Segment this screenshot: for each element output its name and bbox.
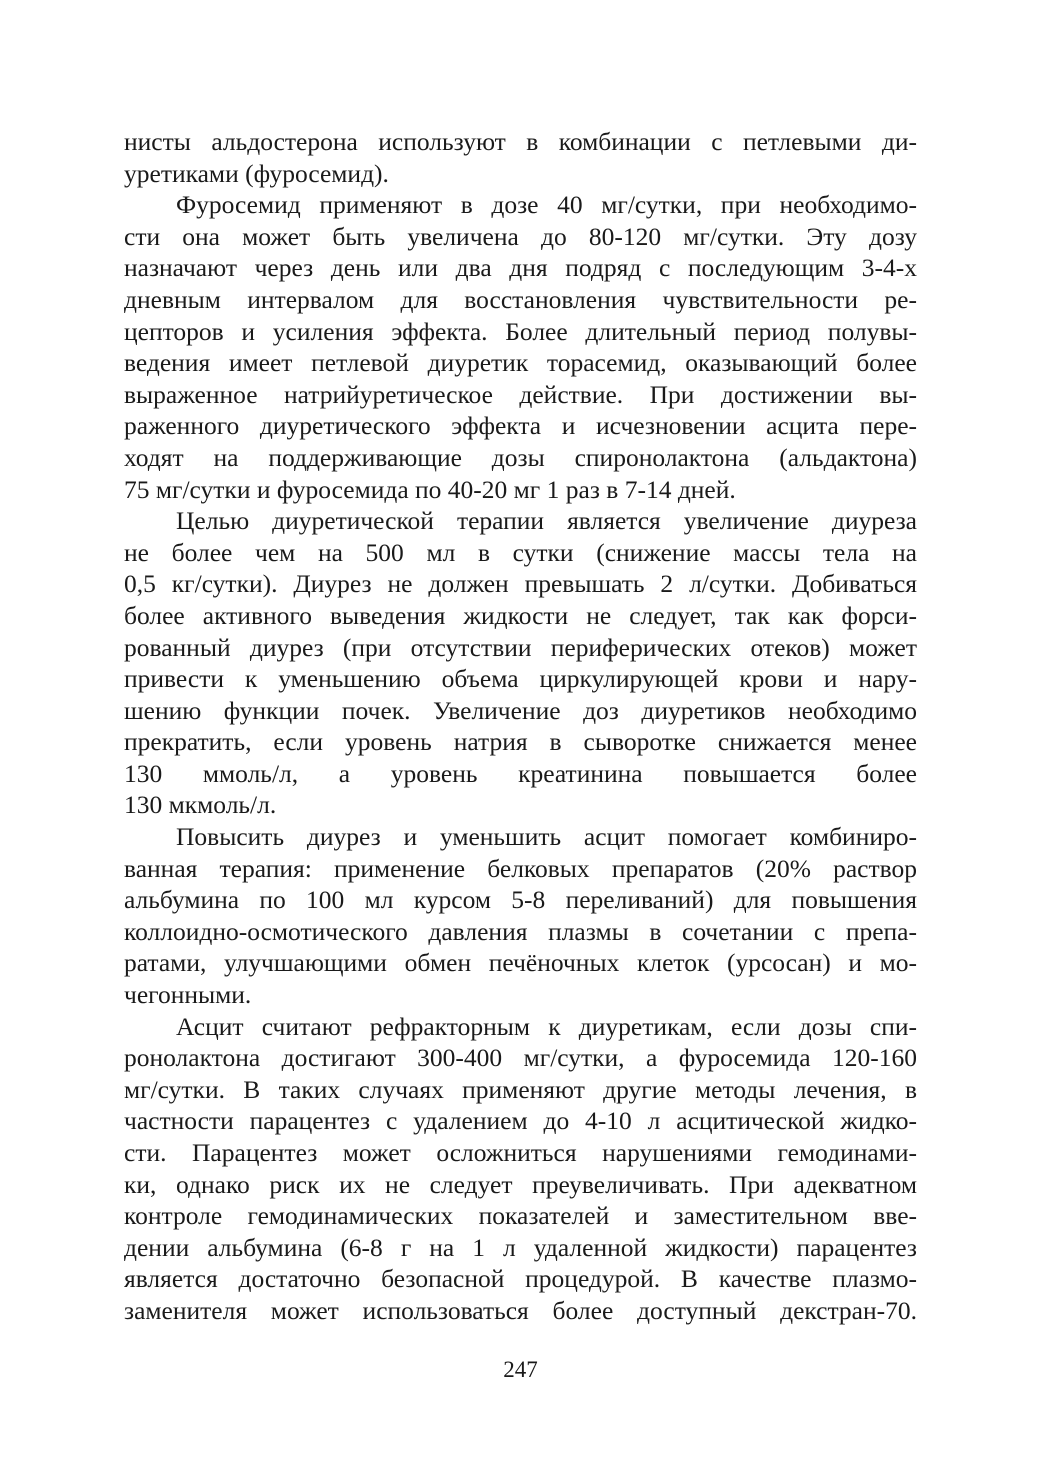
text-line: коллоидно-осмотического давления плазмы в сочетании с препа- [124,916,917,946]
text-line: цепторов и усиления эффекта. Более длительный период полувы- [124,316,917,346]
text-line: является достаточно безопасной процедурой. В качестве плазмо- [124,1264,917,1294]
text-line: раженного диуретического эффекта и исчезновении асцита пере- [124,411,917,441]
text-line: ванная терапия: применение белковых препаратов (20% раствор [124,853,917,883]
text-line: ведения имеет петлевой диуретик торасемид, оказывающий более [124,348,917,378]
text-line: Фуросемид применяют в дозе 40 мг/сутки, при необходимо- [176,190,917,220]
text-line: нисты альдостерона используют в комбинации с петлевыми ди- [124,127,917,156]
text-line: ходят на поддерживающие дозы спиронолактона (альдактона) [124,442,917,472]
text-line: альбумина по 100 мл курсом 5-8 переливаний) для повышения [124,885,917,915]
text-line: сти. Парацентез может осложниться нарушениями гемодинами- [124,1138,917,1167]
text-line: заменителя может использоваться более доступный декстран-70. [124,1295,917,1325]
text-line: мг/сутки. В таких случаях применяют другие методы лечения, в [124,1074,917,1104]
text-line: 75 мг/сутки и фуросемида по 40-20 мг 1 раз в 7-14 дней. [124,474,736,504]
text-line: назначают через день или два дня подряд с последующим 3-4-х [124,253,917,283]
text-line: сти она может быть увеличена до 80-120 мг/сутки. Эту дозу [124,221,917,251]
text-line: Повысить диурез и уменьшить асцит помогает комбиниро- [176,822,917,852]
text-line: Целью диуретической терапии является увеличение диуреза [176,506,917,536]
text-line: не более чем на 500 мл в сутки (снижение массы тела на [124,537,917,567]
text-line: чегонными. [124,980,252,1010]
text-line: привести к уменьшению объема циркулирующей крови и нару- [124,664,917,694]
text-line: уретиками (фуросемид). [124,158,389,188]
text-line: 0,5 кг/сутки). Диурез не должен превышать 2 л/сутки. Добиваться [124,569,917,599]
body-text [124,126,917,1327]
text-line: ки, однако риск их не следует преувеличивать. При адекватном [124,1169,917,1199]
text-line: более активного выведения жидкости не следует, так как форси- [124,600,917,630]
text-line: ронолактона достигают 300-400 мг/сутки, а фуросемида 120-160 [124,1043,917,1073]
text-line: рованный диурез (при отсутствии периферических отеков) может [124,632,917,662]
page-number: 247 [503,1357,538,1382]
text-line: частности парацентез с удалением до 4-10 л асцитической жидко- [124,1106,917,1136]
text-line: 130 ммоль/л, а уровень креатинина повышается более [124,758,917,788]
text-line: ратами, улучшающими обмен печёночных клеток (урсосан) и мо- [124,948,917,978]
text-line: дневным интервалом для восстановления чувствительности ре- [124,284,917,314]
text-line: шению функции почек. Увеличение доз диуретиков необходимо [124,695,917,725]
text-line: прекратить, если уровень натрия в сыворотке снижается менее [124,727,917,757]
text-line: контроле гемодинамических показателей и заместительном вве- [124,1201,917,1231]
text-line: выраженное натрийуретическое действие. При достижении вы- [124,379,917,409]
text-line: 130 мкмоль/л. [124,790,277,820]
text-line: Асцит считают рефракторным к диуретикам, если дозы спи- [176,1011,917,1041]
text-line: дении альбумина (6-8 г на 1 л удаленной жидкости) парацентез [124,1232,917,1262]
